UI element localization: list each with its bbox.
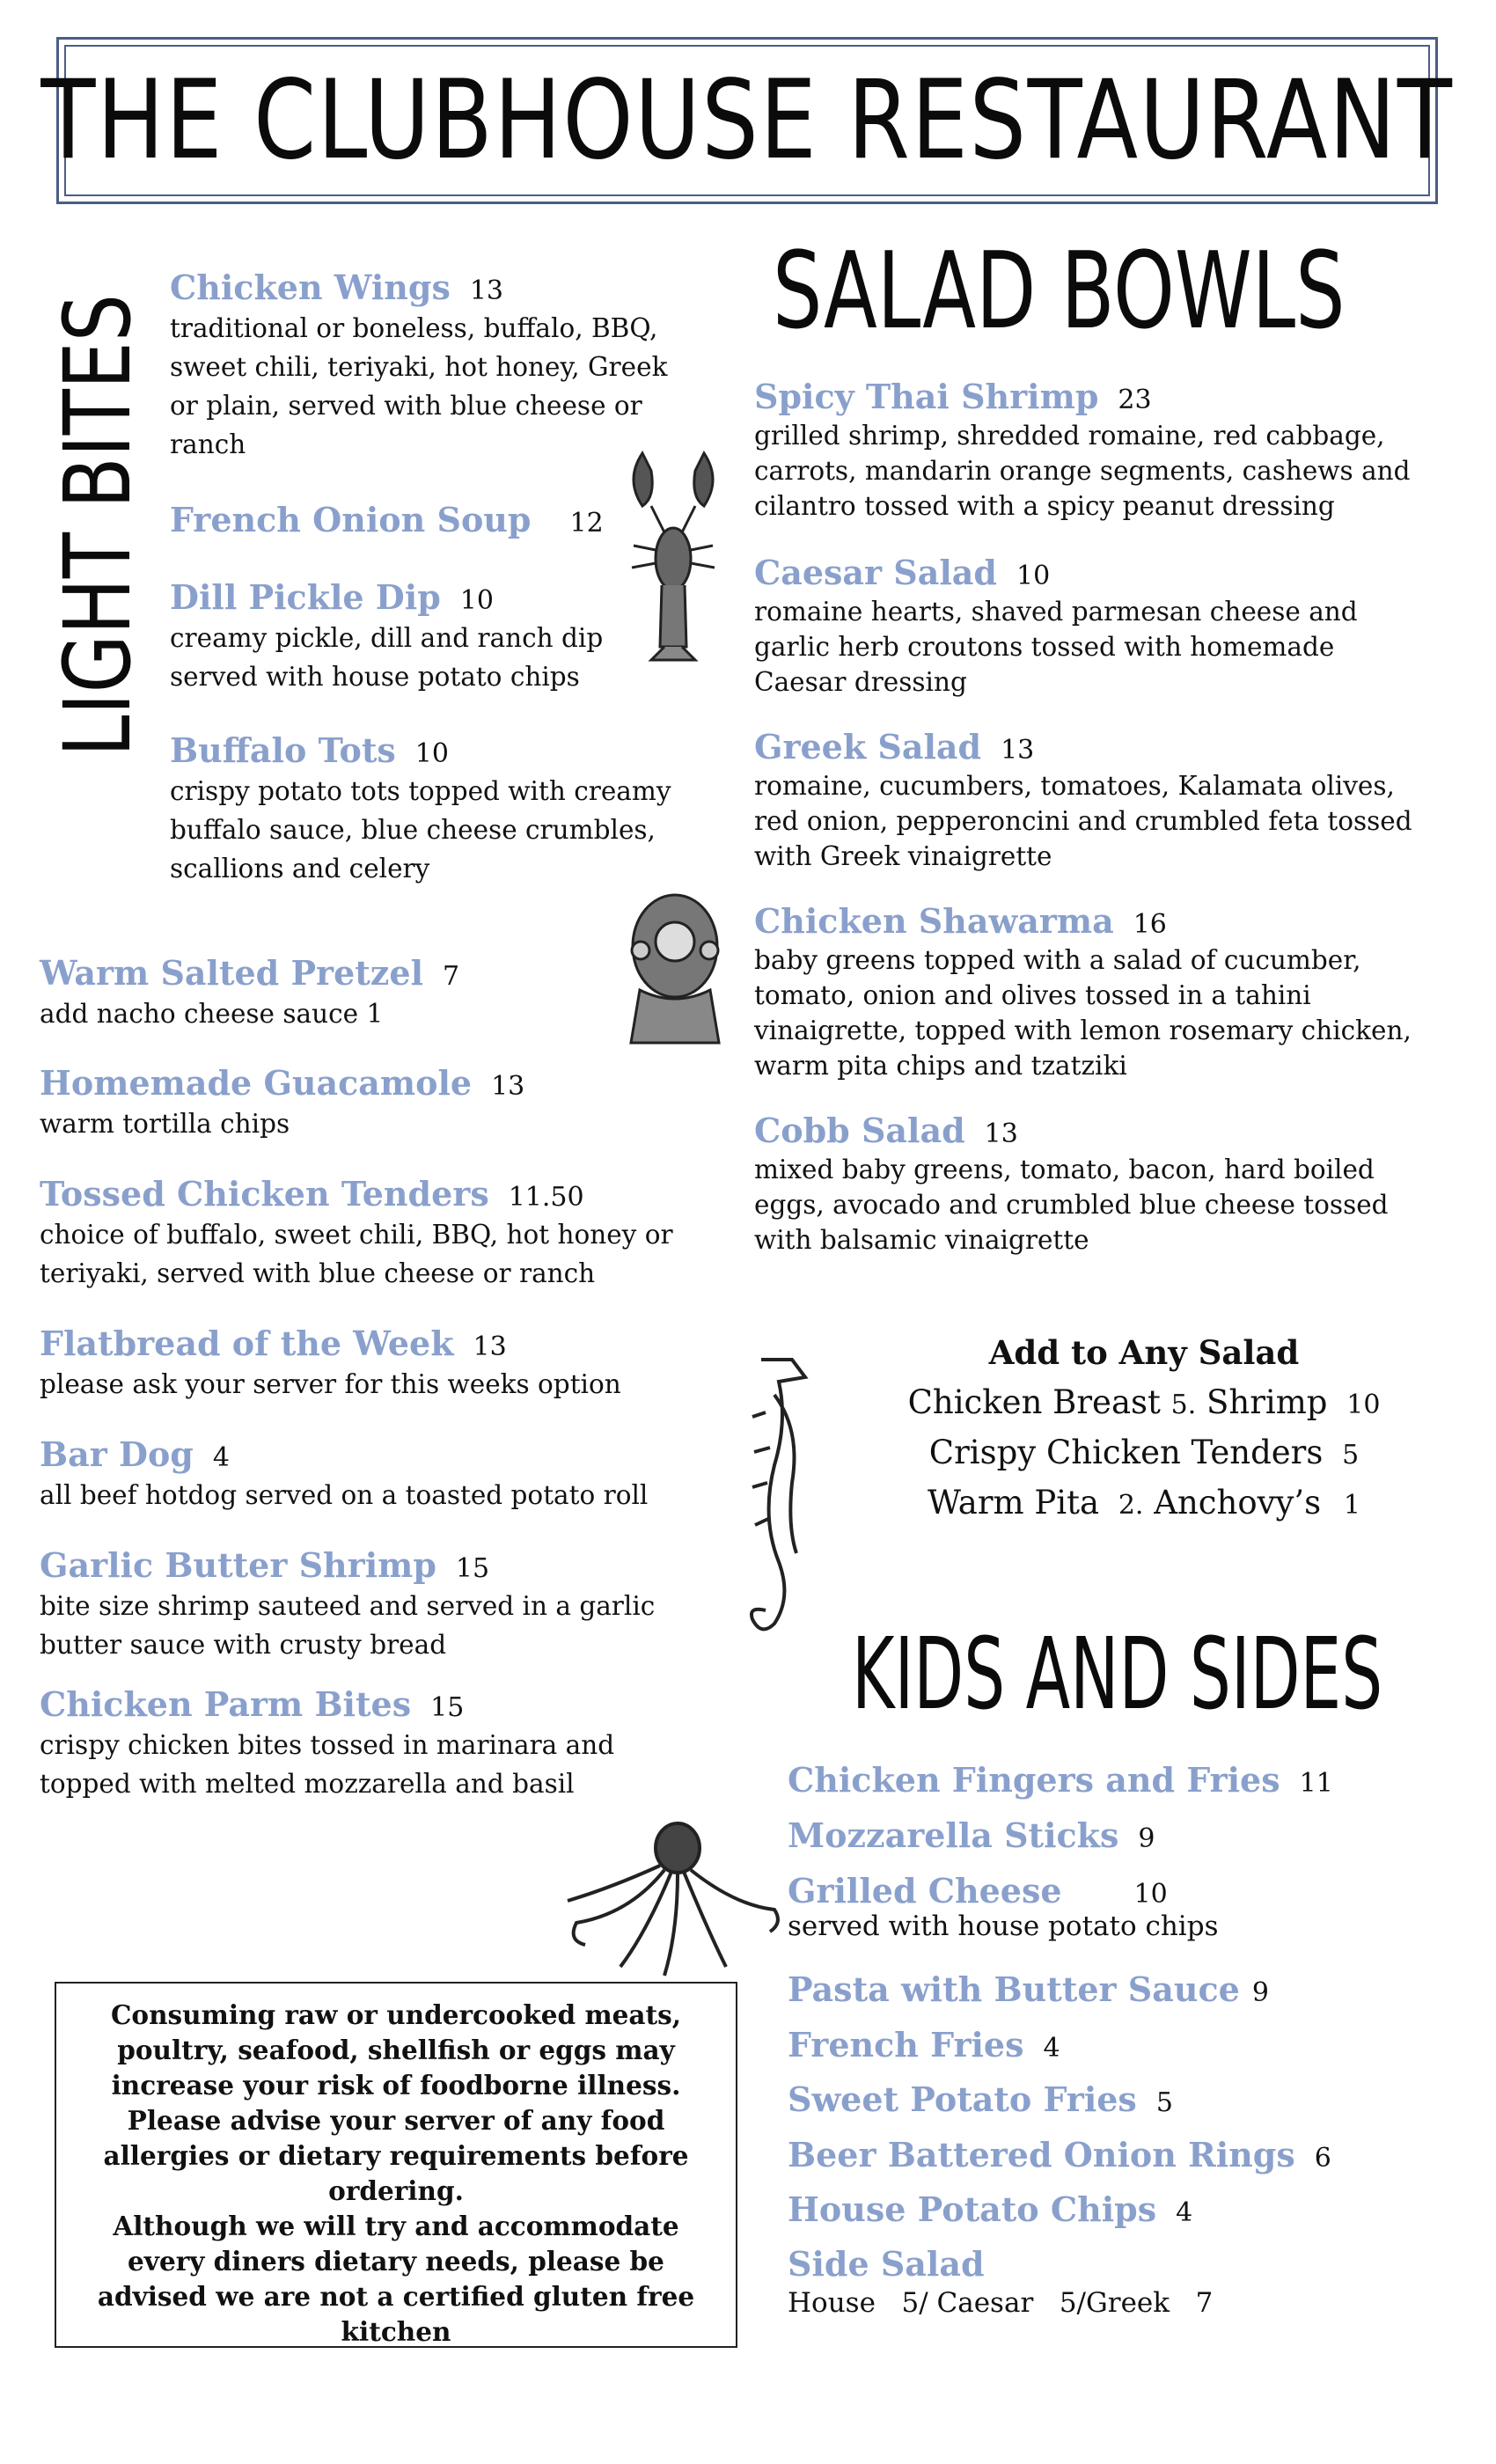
item-price: 13 [1001, 735, 1035, 766]
item-name: Flatbread of the Week [40, 1324, 454, 1363]
light-bites-heading: LIGHT BITES [44, 294, 151, 757]
item-name: Warm Salted Pretzel [40, 953, 423, 993]
addon-line: Chicken Breast 5. Shrimp 10 [907, 1383, 1381, 1421]
item-description: choice of buffalo, sweet chili, BBQ, hot honey or teriyaki, served with blue cheese or ranch [40, 1220, 673, 1288]
item-name: Chicken Wings [170, 268, 451, 307]
menu-item [788, 2025, 1060, 2064]
item-name: French Onion Soup [170, 500, 532, 539]
item-description: House 5/ Caesar 5/Greek 7 [788, 2287, 1214, 2319]
item-price: 23 [1118, 385, 1152, 415]
item-price: 13 [491, 1071, 525, 1102]
item-price: 11.50 [508, 1182, 584, 1213]
item-description: creamy pickle, dill and ranch dip served with house potato chips [170, 623, 604, 692]
item-description: add nacho cheese sauce 1 [40, 999, 384, 1029]
kids-and-sides-heading: KIDS AND SIDES [852, 1617, 1383, 1732]
menu-item [754, 553, 1358, 700]
item-name: Chicken Shawarma [754, 901, 1114, 941]
title-frame [40, 37, 1454, 204]
menu-item [40, 1434, 648, 1514]
menu-item [40, 1324, 621, 1404]
item-name: Cobb Salad [754, 1111, 965, 1150]
menu-item [788, 1871, 1218, 1942]
item-price: 15 [430, 1692, 465, 1723]
item-description: mixed baby greens, tomato, bacon, hard boiled eggs, avocado and crumbled blue cheese tossed with balsamic vinaigrette [754, 1155, 1389, 1255]
item-name: Beer Battered Onion Rings [788, 2135, 1295, 2174]
item-description: crispy chicken bites tossed in marinara and topped with melted mozzarella and basil [40, 1730, 615, 1799]
item-name: Bar Dog [40, 1434, 194, 1474]
item-name: Side Salad [788, 2244, 985, 2284]
seahorse-illustration [726, 1342, 832, 1641]
menu-item [40, 1174, 673, 1293]
diving-helmet-illustration [627, 884, 723, 1052]
menu-item [170, 577, 603, 696]
item-price: 4 [1043, 2033, 1060, 2064]
item-price: 12 [569, 508, 604, 539]
menu-item [788, 2079, 1173, 2119]
item-name: Grilled Cheese [788, 1871, 1062, 1910]
menu-item [170, 730, 671, 888]
menu-item [788, 2135, 1331, 2174]
item-price: 13 [984, 1118, 1018, 1149]
addon-line: Crispy Chicken Tenders 5 [928, 1434, 1360, 1471]
item-price: 11 [1299, 1768, 1333, 1799]
menu-item [788, 2189, 1192, 2229]
item-price: 4 [1176, 2197, 1193, 2228]
item-price: 9 [1251, 1977, 1269, 2008]
salad-addons [827, 1333, 1461, 1529]
menu-item [788, 2244, 1213, 2319]
item-description: crispy potato tots topped with creamy buffalo sauce, blue cheese crumbles, scallions and celery [170, 776, 671, 884]
menu-item [788, 1815, 1155, 1855]
item-price: 10 [1133, 1879, 1168, 1910]
item-description: romaine, cucumbers, tomatoes, Kalamata olives, red onion, pepperoncini and crumbled feta tossed with Greek vinaigrette [754, 771, 1412, 871]
menu-item [788, 1969, 1269, 2009]
restaurant-title: THE CLUBHOUSE RESTAURANT [40, 57, 1454, 184]
menu-item [754, 727, 1412, 874]
item-description: served with house potato chips [788, 1910, 1219, 1942]
item-name: Garlic Butter Shrimp [40, 1545, 436, 1585]
item-price: 10 [414, 738, 449, 769]
allergy-notice: Consuming raw or undercooked meats, poultry, seafood, shellfish or eggs may increase your risk of foodborne illness. Please advise your server of any food allergies or dietary requirements before ordering. Although we will try and accommodate every diners dietary needs, please be advised we are not a certified gluten free kitchen [55, 1982, 737, 2348]
item-name: French Fries [788, 2025, 1024, 2064]
item-price: 13 [473, 1331, 507, 1362]
item-price: 4 [212, 1442, 230, 1473]
addon-line: Warm Pita 2. Anchovy’s 1 [927, 1484, 1361, 1522]
item-description: all beef hotdog served on a toasted potato roll [40, 1480, 649, 1510]
menu-item [170, 500, 604, 539]
item-price: 5 [1155, 2087, 1173, 2118]
item-name: Caesar Salad [754, 553, 998, 592]
item-price: 10 [459, 585, 494, 616]
item-description: romaine hearts, shaved parmesan cheese and garlic herb croutons tossed with homemade Caesar dressing [754, 597, 1358, 697]
menu-item [40, 953, 459, 1033]
addons-title: Add to Any Salad [988, 1333, 1300, 1372]
salad-bowls-heading: SALAD BOWLS [773, 231, 1346, 353]
item-name: Dill Pickle Dip [170, 577, 441, 617]
item-description: grilled shrimp, shredded romaine, red cabbage, carrots, mandarin orange segments, cashews and cilantro tossed with a spicy peanut dressing [754, 421, 1411, 521]
item-name: Spicy Thai Shrimp [754, 377, 1099, 416]
item-name: Chicken Fingers and Fries [788, 1760, 1280, 1800]
item-price: 7 [443, 961, 460, 992]
menu-item [754, 377, 1411, 524]
menu-item [754, 1111, 1389, 1258]
item-name: Buffalo Tots [170, 730, 396, 770]
menu-item [788, 1760, 1333, 1800]
item-name: Chicken Parm Bites [40, 1684, 412, 1724]
menu-item [40, 1545, 655, 1664]
menu-item [170, 268, 733, 464]
item-name: Mozzarella Sticks [788, 1815, 1119, 1855]
item-price: 9 [1138, 1823, 1155, 1854]
item-name: Homemade Guacamole [40, 1063, 473, 1103]
item-price: 13 [469, 275, 504, 306]
item-price: 15 [455, 1553, 490, 1584]
item-name: Pasta with Butter Sauce [788, 1969, 1240, 2009]
item-description: warm tortilla chips [40, 1109, 290, 1139]
item-name: Sweet Potato Fries [788, 2079, 1137, 2119]
item-name: Greek Salad [754, 727, 982, 766]
item-description: traditional or boneless, buffalo, BBQ, sweet chili, teriyaki, hot honey, Greek or plain, served with blue cheese or ranch [170, 313, 668, 459]
item-description: please ask your server for this weeks option [40, 1369, 621, 1399]
item-description: baby greens topped with a salad of cucumber, tomato, onion and olives tossed in a tahini vinaigrette, topped with lemon rosemary chicken, warm pita chips and tzatziki [754, 945, 1412, 1081]
item-name: Tossed Chicken Tenders [40, 1174, 489, 1214]
octopus-illustration [559, 1817, 788, 1980]
menu-item [40, 1684, 614, 1803]
item-price: 6 [1314, 2143, 1331, 2174]
menu-item [40, 1063, 524, 1143]
item-name: House Potato Chips [788, 2189, 1157, 2229]
item-price: 16 [1133, 909, 1167, 940]
menu-item [754, 901, 1412, 1083]
item-description: bite size shrimp sauteed and served in a garlic butter sauce with crusty bread [40, 1591, 656, 1660]
item-price: 10 [1016, 561, 1051, 591]
lobster-illustration [616, 444, 730, 664]
